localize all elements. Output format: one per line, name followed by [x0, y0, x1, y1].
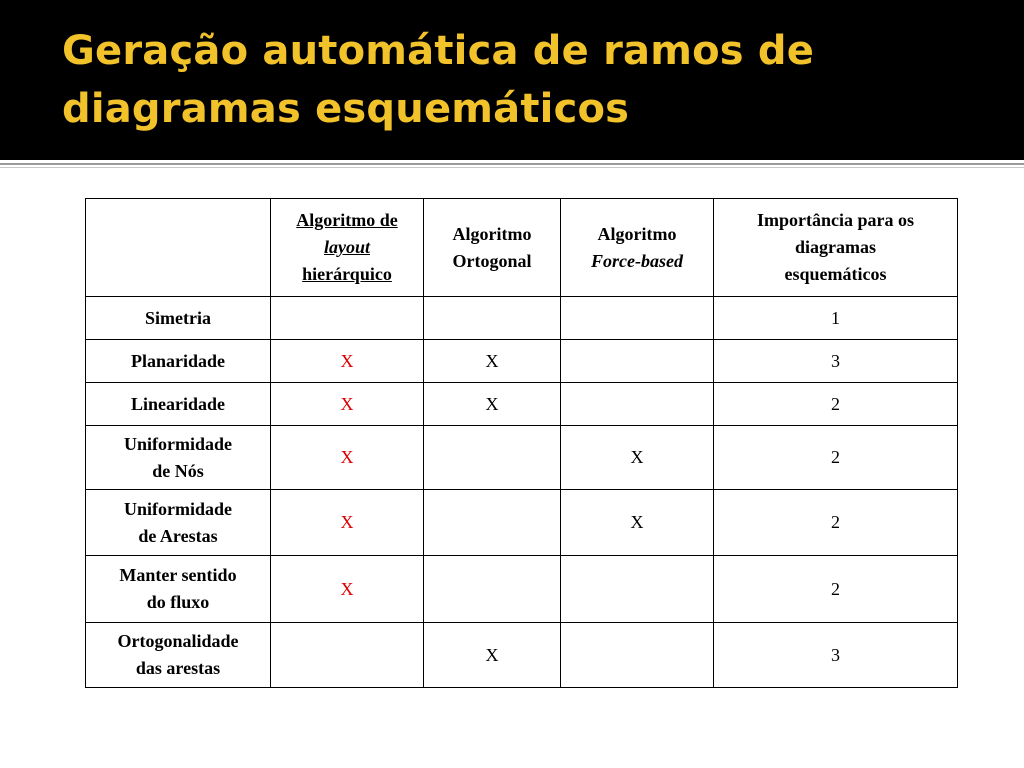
cell-importance: 2 — [714, 383, 958, 426]
header-importance-line1: Importância para os — [757, 210, 914, 230]
row-label-line1: Manter sentido — [119, 565, 237, 585]
row-label-line2: de Arestas — [138, 525, 218, 546]
header-importance-line2: diagramas — [795, 237, 876, 257]
cell-force — [561, 340, 714, 383]
cell-force: X — [561, 426, 714, 490]
row-label — [86, 426, 271, 490]
cell-hierarchical: X — [271, 556, 424, 623]
row-label — [86, 297, 271, 340]
cell-orthogonal — [424, 556, 561, 623]
row-label-line1: Simetria — [145, 307, 211, 328]
cell-importance: 2 — [714, 490, 958, 556]
row-label — [86, 556, 271, 623]
row-label — [86, 490, 271, 556]
table-row — [86, 623, 958, 688]
cell-hierarchical: X — [271, 340, 424, 383]
header-hierarchical-line3: hierárquico — [302, 264, 392, 284]
cell-importance: 2 — [714, 556, 958, 623]
table-row — [86, 490, 958, 556]
cell-orthogonal: X — [424, 340, 561, 383]
cell-importance: 2 — [714, 426, 958, 490]
cell-importance: 1 — [714, 297, 958, 340]
cell-hierarchical: X — [271, 490, 424, 556]
cell-force — [561, 297, 714, 340]
row-label — [86, 383, 271, 426]
table-row — [86, 383, 958, 426]
table-row — [86, 340, 958, 383]
table-header-row — [86, 199, 958, 297]
table-row — [86, 556, 958, 623]
divider-line-thin — [0, 167, 1024, 168]
cell-orthogonal: X — [424, 383, 561, 426]
divider-line — [0, 163, 1024, 165]
cell-orthogonal: X — [424, 623, 561, 688]
row-label — [86, 623, 271, 688]
cell-hierarchical: X — [271, 426, 424, 490]
table-row — [86, 426, 958, 490]
cell-orthogonal — [424, 297, 561, 340]
row-label-line1: Uniformidade — [124, 498, 232, 519]
cell-orthogonal — [424, 490, 561, 556]
row-label-line1: Ortogonalidade — [117, 631, 239, 651]
cell-force: X — [561, 490, 714, 556]
row-label — [86, 340, 271, 383]
cell-force — [561, 556, 714, 623]
comparison-table — [85, 198, 958, 688]
header-importance-line3: esquemáticos — [784, 264, 887, 284]
title-bar — [0, 0, 1024, 160]
cell-importance: 3 — [714, 340, 958, 383]
header-hierarchical-line1: Algoritmo de — [296, 210, 398, 230]
row-label-line2: do fluxo — [146, 592, 210, 612]
header-force — [561, 199, 714, 297]
header-corner-cell — [86, 199, 271, 297]
row-label-line1: Linearidade — [130, 393, 225, 414]
row-label-line2: de Nós — [152, 460, 204, 481]
table-row — [86, 297, 958, 340]
row-label-line2: das arestas — [135, 658, 221, 678]
row-label-line1: Uniformidade — [124, 433, 232, 454]
row-label-line1: Planaridade — [130, 350, 225, 371]
header-force-line2: Force-based — [591, 250, 683, 271]
cell-orthogonal — [424, 426, 561, 490]
header-orthogonal-line1: Algoritmo — [452, 223, 532, 244]
cell-force — [561, 383, 714, 426]
cell-force — [561, 623, 714, 688]
cell-hierarchical — [271, 623, 424, 688]
header-force-line1: Algoritmo — [597, 223, 677, 244]
header-orthogonal — [424, 199, 561, 297]
header-hierarchical-line2: layout — [323, 237, 370, 257]
cell-hierarchical: X — [271, 383, 424, 426]
header-importance — [714, 199, 958, 297]
header-hierarchical — [271, 199, 424, 297]
slide-title: Geração automática de ramos de diagramas esquemáticos — [62, 28, 815, 132]
header-orthogonal-line2: Ortogonal — [452, 250, 532, 271]
cell-hierarchical — [271, 297, 424, 340]
cell-importance: 3 — [714, 623, 958, 688]
